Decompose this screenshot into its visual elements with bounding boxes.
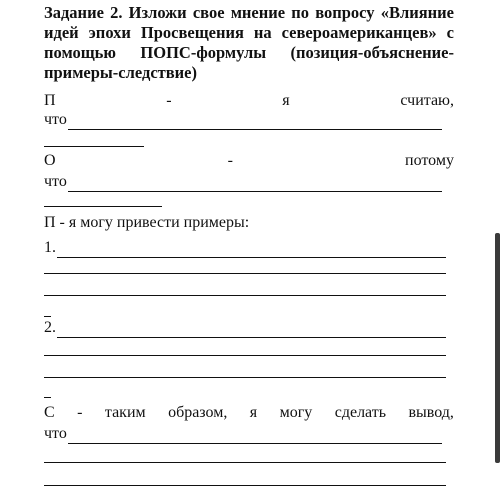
conclusion-word: сделать (334, 404, 387, 421)
position-letter: П (44, 92, 56, 109)
explanation-continuation: что (44, 173, 67, 190)
example-2-number: 2. (44, 319, 56, 336)
conclusion-word: таким (104, 404, 146, 421)
explanation-letter: О (44, 152, 56, 169)
position-word: я (282, 92, 290, 109)
explanation-dash: - (227, 152, 233, 169)
answer-rule (57, 242, 446, 258)
position-verb: считаю, (400, 92, 454, 109)
answer-rule (68, 176, 442, 192)
example-1-end-dash (44, 316, 51, 317)
explanation-row (44, 150, 454, 172)
conclusion-word: - (77, 404, 83, 421)
task-heading: Задание 2. Изложи свое мнение по вопросу «Влияние идей эпохи Просвещения на североамериканцев» с помощью ПОПС-формулы (позиция-объяснение-примеры-следствие) (44, 3, 454, 82)
position-dash: - (166, 92, 172, 109)
explanation-answer-line[interactable] (44, 172, 442, 192)
conclusion-continuation: что (44, 425, 67, 442)
position-row (44, 90, 454, 112)
conclusion-word: могу (279, 404, 313, 421)
conclusion-word: я (249, 404, 258, 421)
answer-short-line[interactable] (44, 206, 162, 207)
answer-short-line[interactable] (44, 146, 144, 147)
vertical-scrollbar[interactable] (495, 233, 500, 463)
conclusion-answer-line[interactable] (44, 424, 442, 444)
answer-rule (68, 428, 442, 444)
example-1-line[interactable] (44, 238, 446, 258)
examples-heading: П - я могу привести примеры: (44, 214, 250, 231)
explanation-verb: потому (405, 152, 454, 169)
conclusion-line-3[interactable] (44, 485, 446, 486)
example-2-line-2[interactable] (44, 355, 446, 356)
answer-rule (68, 114, 442, 130)
conclusion-row (44, 402, 454, 424)
conclusion-line-2[interactable] (44, 462, 446, 463)
conclusion-word: вывод, (408, 404, 454, 421)
position-answer-line[interactable] (44, 110, 442, 130)
conclusion-word: образом, (168, 404, 228, 421)
example-1-line-2[interactable] (44, 273, 446, 274)
conclusion-word: С (44, 404, 55, 421)
example-2-line[interactable] (44, 318, 446, 338)
example-1-number: 1. (44, 239, 56, 256)
example-1-line-3[interactable] (44, 295, 446, 296)
answer-rule (57, 322, 446, 338)
example-2-end-dash (44, 397, 51, 398)
example-2-line-3[interactable] (44, 377, 446, 378)
position-continuation: что (44, 111, 67, 128)
